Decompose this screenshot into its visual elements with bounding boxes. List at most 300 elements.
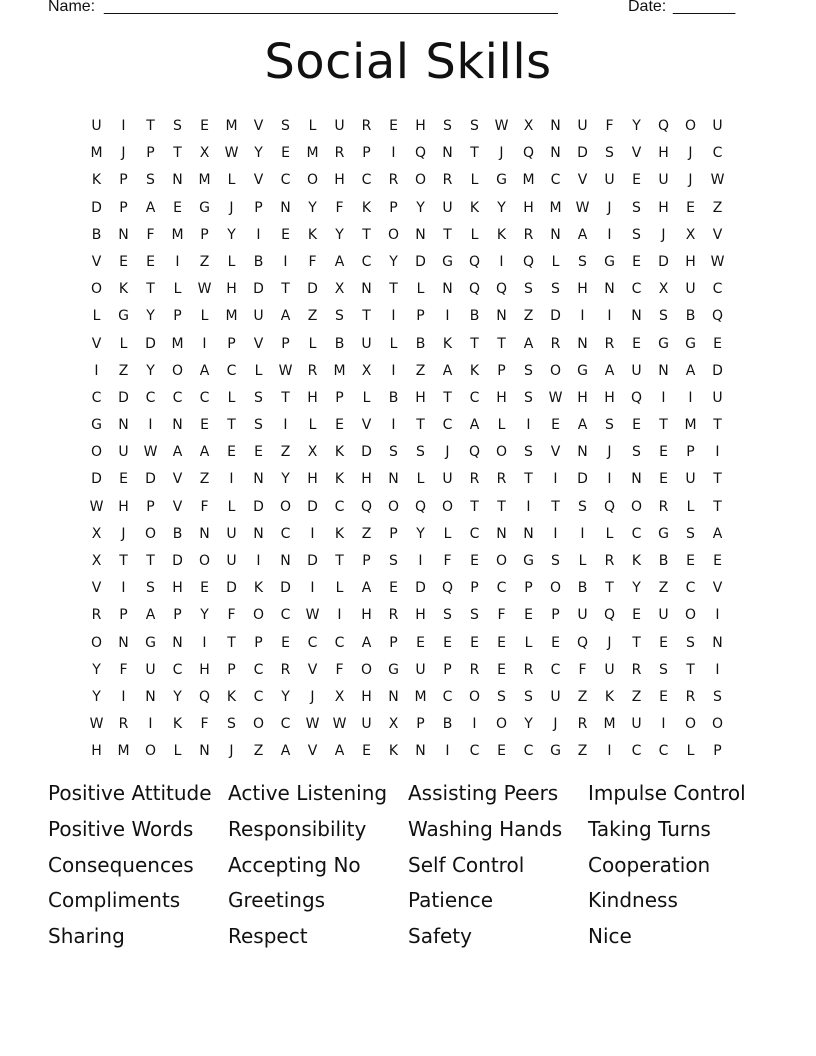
grid-letter: J [607,634,612,651]
grid-letter: Z [118,362,129,379]
grid-letter: K [172,716,183,733]
grid-letter: Z [199,253,210,270]
grid-letter: N [388,688,399,705]
grid-letter: I [202,335,207,352]
grid-letter: I [391,308,396,325]
grid-letter: H [577,281,588,298]
grid-letter: A [469,417,480,434]
grid-letter: T [470,498,479,515]
grid-letter: U [361,335,372,352]
word-list-item: Taking Turns [588,816,711,841]
grid-letter: V [712,226,723,243]
word-list-item: Compliments [48,888,181,913]
grid-letter: T [227,634,236,651]
grid-letter: I [526,417,531,434]
grid-letter: D [307,553,318,569]
grid-letter: U [253,308,264,325]
grid-letter: U [442,471,453,488]
grid-letter: C [91,389,102,406]
grid-letter: U [712,118,723,134]
grid-letter: J [688,145,693,162]
grid-letter: D [577,145,588,162]
grid-letter: S [524,444,533,461]
grid-letter: T [416,417,425,434]
grid-letter: C [712,145,723,162]
grid-letter: L [416,471,425,488]
grid-letter: N [415,226,426,243]
grid-letter: G [604,253,615,270]
grid-letter: U [145,661,156,678]
grid-letter: I [310,525,315,542]
grid-letter: C [550,661,561,678]
grid-letter: R [361,118,372,134]
grid-letter: E [659,471,668,488]
grid-letter: O [495,444,508,461]
grid-letter: I [256,226,261,243]
grid-letter: J [121,525,126,542]
grid-letter: Q [468,253,481,270]
grid-letter: O [414,172,427,189]
grid-letter: I [607,226,612,243]
grid-letter: S [524,362,533,379]
grid-letter: C [442,688,453,705]
grid-letter: T [362,226,371,243]
grid-letter: Y [92,661,101,678]
grid-letter: Q [603,498,616,515]
grid-letter: L [200,308,209,325]
grid-letter: Z [712,199,723,216]
grid-letter: N [118,226,129,243]
grid-letter: C [334,498,345,515]
grid-letter: Q [468,444,481,461]
grid-letter: G [388,661,399,678]
grid-letter: E [632,172,641,189]
grid-letter: Z [658,580,669,597]
grid-letter: R [469,471,480,488]
grid-letter: P [686,444,695,461]
grid-letter: D [712,362,723,379]
grid-letter: C [199,389,210,406]
word-list-item: Assisting Peers [408,781,559,805]
grid-letter: L [227,172,236,189]
grid-letter: Y [335,226,344,243]
grid-letter: T [146,118,155,134]
grid-letter: F [605,118,614,134]
grid-letter: S [146,580,155,597]
grid-letter: K [253,580,264,597]
grid-letter: O [684,716,697,733]
grid-letter: M [603,716,616,733]
grid-letter: N [496,308,507,325]
grid-letter: S [632,226,641,243]
grid-letter: I [553,471,558,488]
grid-letter: N [523,525,534,542]
grid-letter: I [607,308,612,325]
grid-letter: I [661,716,666,733]
grid-letter: Q [522,253,535,270]
grid-letter: R [577,716,588,733]
grid-letter: I [445,743,450,760]
grid-letter: O [360,661,373,678]
grid-letter: O [90,444,103,461]
grid-letter: C [631,525,642,542]
grid-letter: I [418,553,423,569]
grid-letter: C [469,743,480,760]
word-list-item: Respect [228,924,308,949]
grid-letter: N [577,444,588,461]
grid-letter: X [91,553,102,569]
grid-letter: H [523,199,534,216]
grid-letter: V [253,118,264,134]
grid-letter: T [335,553,344,569]
grid-letter: I [121,580,126,597]
grid-letter: B [415,335,426,352]
grid-letter: K [469,199,480,216]
grid-letter: R [280,661,291,678]
grid-letter: T [146,553,155,569]
grid-letter: S [578,253,587,270]
grid-letter: S [173,118,182,134]
word-list-item: Cooperation [588,852,711,877]
grid-letter: N [631,308,642,325]
grid-letter: T [389,281,398,298]
grid-letter: E [686,553,695,569]
grid-letter: A [604,362,615,379]
grid-letter: U [658,607,669,624]
grid-letter: P [362,553,371,569]
grid-letter: F [119,661,128,678]
grid-letter: P [497,362,506,379]
grid-letter: W [305,607,320,624]
grid-letter: I [715,661,720,678]
grid-letter: E [551,634,560,651]
grid-letter: O [279,498,292,515]
grid-letter: V [307,661,318,678]
grid-letter: Z [415,362,426,379]
grid-letter: U [226,553,237,569]
grid-letter: W [305,716,320,733]
grid-letter: A [577,417,588,434]
grid-letter: S [632,199,641,216]
grid-letter: Q [576,634,589,651]
grid-letter: X [334,688,345,705]
grid-letter: E [686,199,695,216]
grid-letter: M [171,226,184,243]
grid-letter: H [361,607,372,624]
grid-letter: H [307,471,318,488]
grid-letter: F [200,498,209,515]
grid-letter: R [685,688,696,705]
grid-letter: N [577,335,588,352]
grid-letter: A [334,253,345,270]
grid-letter: P [119,199,128,216]
grid-letter: P [146,145,155,162]
grid-letter: E [659,634,668,651]
grid-letter: N [199,525,210,542]
grid-letter: X [361,362,372,379]
grid-letter: S [389,444,398,461]
grid-letter: O [495,553,508,569]
grid-letter: M [549,199,562,216]
grid-letter: R [118,716,129,733]
word-list-item: Nice [588,924,632,949]
grid-letter: I [175,253,180,270]
grid-letter: C [253,661,264,678]
grid-letter: K [604,688,615,705]
grid-letter: P [443,661,452,678]
grid-letter: T [281,389,290,406]
grid-letter: H [172,580,183,597]
grid-letter: K [334,471,345,488]
grid-letter: A [199,362,210,379]
grid-letter: Q [441,580,454,597]
grid-letter: N [712,634,723,651]
grid-letter: C [253,688,264,705]
grid-letter: C [442,417,453,434]
grid-letter: L [254,362,263,379]
grid-letter: N [172,417,183,434]
grid-letter: C [361,172,372,189]
grid-letter: L [686,743,695,760]
word-list-item: Sharing [48,924,125,949]
grid-letter: U [334,118,345,134]
grid-letter: U [685,471,696,488]
grid-letter: N [253,471,264,488]
grid-letter: Z [577,743,588,760]
word-list-item: Accepting No [228,852,361,877]
grid-letter: W [224,145,239,162]
grid-letter: E [659,444,668,461]
grid-letter: L [227,498,236,515]
grid-letter: E [497,634,506,651]
grid-letter: S [686,525,695,542]
grid-letter: H [496,389,507,406]
grid-letter: A [712,525,723,542]
grid-letter: Y [389,253,398,270]
grid-letter: N [631,471,642,488]
grid-letter: D [307,281,318,298]
grid-letter: S [443,118,452,134]
grid-letter: N [496,525,507,542]
grid-letter: I [229,471,234,488]
grid-letter: O [252,607,265,624]
grid-letter: D [550,308,561,325]
grid-letter: C [226,362,237,379]
grid-letter: A [442,362,453,379]
grid-letter: H [658,145,669,162]
grid-letter: J [229,199,234,216]
grid-letter: C [631,281,642,298]
grid-letter: J [445,444,450,461]
grid-letter: N [199,743,210,760]
grid-letter: I [499,253,504,270]
grid-letter: E [200,580,209,597]
grid-letter: P [254,634,263,651]
grid-letter: C [172,661,183,678]
grid-letter: G [496,172,507,189]
grid-letter: U [631,362,642,379]
grid-letter: L [470,226,479,243]
grid-letter: S [281,118,290,134]
grid-letter: U [577,607,588,624]
grid-letter: S [470,118,479,134]
grid-letter: O [198,553,211,569]
grid-letter: H [91,743,102,760]
grid-letter: W [89,716,104,733]
grid-letter: Q [360,498,373,515]
grid-letter: A [685,362,696,379]
grid-letter: Q [603,607,616,624]
grid-letter: Z [199,471,210,488]
grid-letter: M [684,417,697,434]
grid-letter: I [715,444,720,461]
grid-letter: T [470,145,479,162]
grid-letter: C [658,743,669,760]
grid-letter: S [713,688,722,705]
grid-letter: L [92,308,101,325]
grid-letter: H [658,199,669,216]
grid-letter: E [200,417,209,434]
grid-letter: C [307,634,318,651]
grid-letter: P [173,308,182,325]
grid-letter: S [524,281,533,298]
grid-letter: E [551,417,560,434]
grid-letter: T [119,553,128,569]
grid-letter: R [523,226,534,243]
grid-letter: P [200,226,209,243]
grid-letter: P [335,389,344,406]
grid-letter: T [551,498,560,515]
grid-letter: I [121,688,126,705]
grid-letter: V [361,417,372,434]
grid-letter: C [469,525,480,542]
grid-letter: K [307,226,318,243]
grid-letter: H [361,688,372,705]
grid-letter: W [143,444,158,461]
date-line: _______ [673,0,736,15]
grid-letter: P [524,580,533,597]
grid-letter: O [252,716,265,733]
grid-letter: M [90,145,103,162]
grid-letter: E [632,335,641,352]
grid-letter: L [119,335,128,352]
grid-letter: M [522,172,535,189]
grid-letter: N [388,471,399,488]
grid-letter: Q [468,281,481,298]
grid-letter: C [523,743,534,760]
grid-letter: V [172,498,183,515]
grid-letter: R [91,607,102,624]
grid-letter: A [145,199,156,216]
grid-letter: Q [414,145,427,162]
grid-letter: I [661,389,666,406]
grid-letter: Q [414,498,427,515]
grid-letter: S [470,607,479,624]
grid-letter: F [578,661,587,678]
grid-letter: C [361,253,372,270]
grid-letter: L [578,553,587,569]
grid-letter: G [199,199,210,216]
grid-letter: A [361,634,372,651]
grid-letter: O [387,226,400,243]
grid-letter: I [283,417,288,434]
grid-letter: U [226,525,237,542]
grid-letter: T [713,471,722,488]
grid-letter: U [442,199,453,216]
word-list-item: Greetings [228,888,326,913]
grid-letter: X [334,281,345,298]
grid-letter: F [227,607,236,624]
grid-letter: J [607,199,612,216]
grid-letter: W [278,362,293,379]
grid-letter: L [362,389,371,406]
grid-letter: D [226,580,237,597]
grid-letter: N [550,145,561,162]
grid-letter: I [553,525,558,542]
grid-letter: I [580,308,585,325]
grid-letter: L [308,417,317,434]
grid-letter: A [577,226,588,243]
grid-letter: R [334,145,345,162]
word-list [48,778,768,957]
grid-letter: I [580,525,585,542]
grid-letter: Q [630,389,643,406]
grid-letter: N [442,145,453,162]
grid-letter: L [227,253,236,270]
word-list-item: Patience [408,888,494,913]
grid-letter: J [499,145,504,162]
grid-letter: P [470,580,479,597]
grid-letter: P [551,607,560,624]
grid-letter: D [253,498,264,515]
grid-letter: X [523,118,534,134]
grid-letter: W [332,716,347,733]
grid-letter: G [550,743,561,760]
grid-letter: E [389,118,398,134]
grid-letter: H [334,172,345,189]
grid-letter: O [171,362,184,379]
grid-letter: I [472,716,477,733]
grid-letter: X [658,281,669,298]
grid-letter: D [145,471,156,488]
grid-letter: G [91,417,102,434]
grid-letter: O [90,281,103,298]
grid-letter: M [414,688,427,705]
grid-letter: O [441,498,454,515]
grid-letter: N [172,634,183,651]
grid-letter: B [91,226,102,243]
grid-letter: O [387,498,400,515]
grid-letter: P [254,199,263,216]
grid-letter: C [685,580,696,597]
grid-letter: E [119,471,128,488]
grid-letter: T [281,281,290,298]
grid-letter: H [415,389,426,406]
grid-letter: T [470,335,479,352]
grid-letter: T [227,417,236,434]
grid-letter: I [715,607,720,624]
grid-letter: T [632,634,641,651]
grid-letter: U [658,172,669,189]
grid-letter: T [146,281,155,298]
grid-letter: X [91,525,102,542]
grid-letter: O [306,172,319,189]
grid-letter: T [605,580,614,597]
grid-letter: R [307,362,318,379]
grid-letter: I [688,389,693,406]
grid-letter: I [148,716,153,733]
grid-letter: Y [308,199,317,216]
